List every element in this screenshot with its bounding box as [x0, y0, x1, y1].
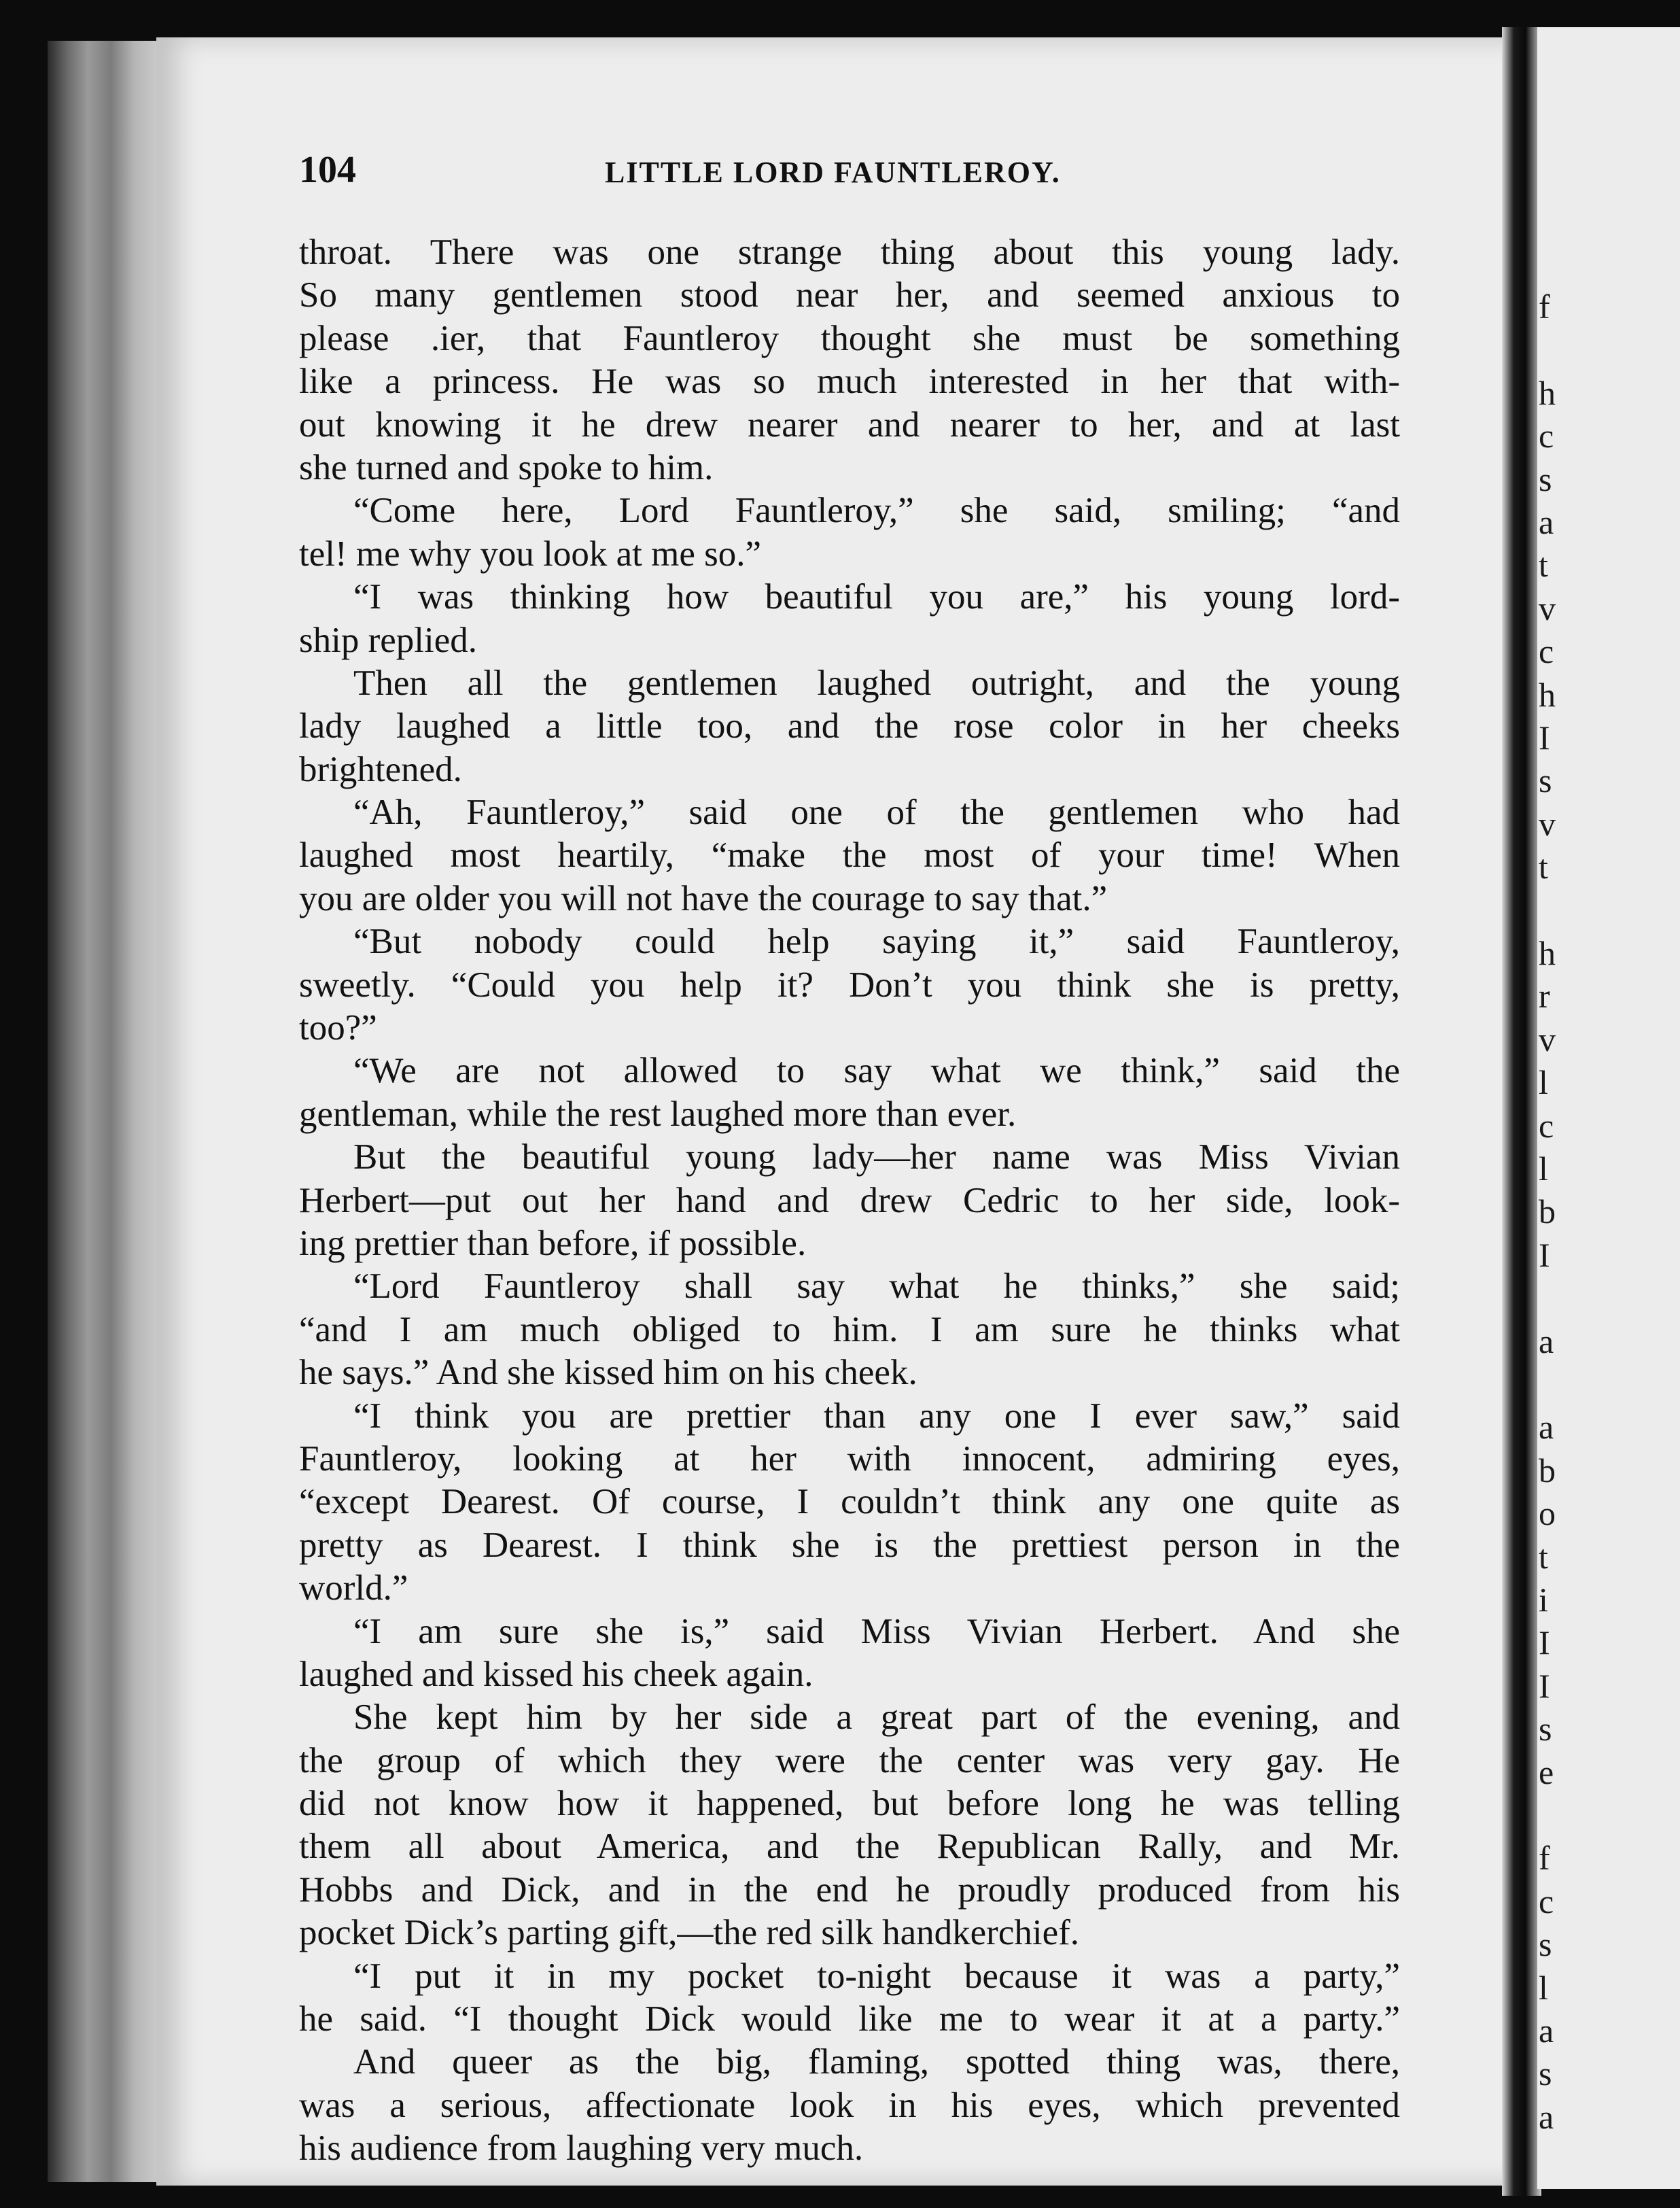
text-line: “I think you are prettier than any one I ever saw,” said [353, 1396, 1400, 1436]
facing-page-fragment: a [1539, 1322, 1554, 1360]
text-line: pocket Dick’s parting gift,—the red silk handkerchief. [299, 1913, 1079, 1953]
text-line: laughed and kissed his cheek again. [299, 1654, 813, 1694]
text-line: them all about America, and the Republican Rally, and Mr. [299, 1827, 1400, 1867]
text-line: ing prettier than before, if possible. [299, 1223, 807, 1263]
facing-page-fragment: f [1539, 288, 1550, 326]
text-line: “Ah, Fauntleroy,” said one of the gentlemen who had [353, 793, 1400, 833]
facing-page-fragment: c [1539, 417, 1554, 455]
facing-page-fragment: a [1539, 1408, 1554, 1447]
facing-page-fragment: a [1539, 2097, 1554, 2136]
text-line: was a serious, affectionate look in his eyes, which prevented [299, 2085, 1400, 2125]
facing-page-fragment: I [1539, 719, 1550, 757]
text-line: brightened. [299, 749, 462, 789]
text-line: Herbert—put out her hand and drew Cedric to her side, look- [299, 1180, 1400, 1220]
facing-page-fragment: s [1539, 460, 1552, 498]
text-line: “We are not allowed to say what we think,” said the [353, 1051, 1400, 1091]
facing-page-fragment: h [1539, 373, 1556, 412]
facing-page-fragment: e [1539, 1753, 1554, 1791]
facing-page-fragment: l [1539, 1063, 1548, 1102]
text-line: “I am sure she is,” said Miss Vivian Herbert. And she [353, 1611, 1400, 1651]
text-line: world.” [299, 1568, 408, 1608]
text-line: he says.” And she kissed him on his cheek. [299, 1353, 917, 1393]
running-title: LITTLE LORD FAUNTLEROY. [605, 156, 1061, 189]
text-line: And queer as the big, flaming, spotted thing was, there, [353, 2042, 1400, 2082]
text-line: ship replied. [299, 620, 477, 660]
text-line: the group of which they were the center was very gay. He [299, 1740, 1400, 1780]
facing-page-fragment: f [1539, 1839, 1550, 1878]
text-line: she turned and spoke to him. [299, 447, 714, 487]
facing-page-fragment: i [1539, 1581, 1548, 1619]
facing-page-fragment: c [1539, 1882, 1554, 1920]
facing-page-fragment: c [1539, 1106, 1554, 1145]
text-line: “Come here, Lord Fauntleroy,” she said, smiling; “and [353, 491, 1400, 531]
facing-page-fragment: I [1539, 1666, 1550, 1705]
text-line: sweetly. “Could you help it? Don’t you think she is pretty, [299, 965, 1400, 1005]
facing-page-fragment: o [1539, 1494, 1556, 1533]
facing-page-fragment: t [1539, 546, 1548, 585]
text-line: But the beautiful young lady—her name was Miss Vivian [353, 1137, 1400, 1177]
facing-page-fragment: l [1539, 1150, 1548, 1188]
page-body-text [299, 231, 1400, 2171]
text-line: tel! me why you look at me so.” [299, 534, 762, 574]
facing-page-fragment: l [1539, 1968, 1548, 2007]
facing-page-fragment: v [1539, 589, 1556, 627]
text-line: out knowing it he drew nearer and nearer to her, and at last [299, 404, 1400, 445]
facing-page-fragment: a [1539, 2012, 1554, 2050]
text-line: “Lord Fauntleroy shall say what he thinks,” she said; [353, 1266, 1400, 1307]
text-line: “except Dearest. Of course, I couldn’t think any one quite as [299, 1482, 1400, 1522]
page-number: 104 [299, 149, 356, 191]
facing-page-edge [1537, 27, 1680, 2189]
text-line: you are older you will not have the courage to say that.” [299, 878, 1108, 918]
facing-page-fragment: r [1539, 977, 1550, 1016]
text-line: laughed most heartily, “make the most of your time! When [299, 835, 1400, 876]
text-line: Then all the gentlemen laughed outright, and the young [353, 663, 1400, 703]
facing-page-fragment: s [1539, 1710, 1552, 1748]
text-line: his audience from laughing very much. [299, 2128, 864, 2169]
text-line: pretty as Dearest. I think she is the prettiest person in the [299, 1525, 1400, 1565]
facing-page-fragment: b [1539, 1451, 1556, 1489]
text-line: Hobbs and Dick, and in the end he proudly produced from his [299, 1869, 1400, 1910]
text-line: “and I am much obliged to him. I am sure he thinks what [299, 1309, 1400, 1349]
text-line: like a princess. He was so much interested in her that with- [299, 362, 1400, 402]
text-line: gentleman, while the rest laughed more than ever. [299, 1094, 1017, 1134]
facing-page-fragment: t [1539, 1537, 1548, 1576]
text-line: So many gentlemen stood near her, and seemed anxious to [299, 275, 1400, 315]
facing-page-fragment: h [1539, 675, 1556, 714]
text-line: “I was thinking how beautiful you are,” his young lord- [353, 577, 1400, 617]
facing-page-fragment: I [1539, 1235, 1550, 1274]
page-stack-edges [48, 41, 163, 2182]
book-gutter [1502, 27, 1541, 2196]
text-line: “I put it in my pocket to-night because it was a party,” [353, 1956, 1400, 1996]
facing-page-fragment: v [1539, 1020, 1556, 1058]
facing-page-fragment: h [1539, 934, 1556, 972]
facing-page-fragment: s [1539, 761, 1552, 800]
text-line: please .ier, that Fauntleroy thought she must be something [299, 318, 1400, 358]
text-line: he said. “I thought Dick would like me to wear it at a party.” [299, 1999, 1400, 2039]
facing-page-fragment: I [1539, 1623, 1550, 1662]
facing-page-fragment: s [1539, 2054, 1552, 2093]
facing-page-fragment: v [1539, 804, 1556, 843]
text-line: did not know how it happened, but before long he was telling [299, 1784, 1400, 1824]
facing-page-fragment: b [1539, 1192, 1556, 1231]
text-line: “But nobody could help saying it,” said Fauntleroy, [353, 922, 1400, 962]
facing-page-fragment: t [1539, 848, 1548, 886]
text-line: She kept him by her side a great part of the evening, and [353, 1697, 1400, 1738]
text-line: throat. There was one strange thing about this young lady. [299, 232, 1400, 272]
text-line: Fauntleroy, looking at her with innocent, admiring eyes, [299, 1438, 1400, 1479]
facing-page-fragment: c [1539, 632, 1554, 671]
facing-page-fragment: s [1539, 1925, 1552, 1964]
facing-page-fragment: a [1539, 503, 1554, 541]
text-line: lady laughed a little too, and the rose color in her cheeks [299, 706, 1400, 746]
text-line: too?” [299, 1008, 377, 1048]
